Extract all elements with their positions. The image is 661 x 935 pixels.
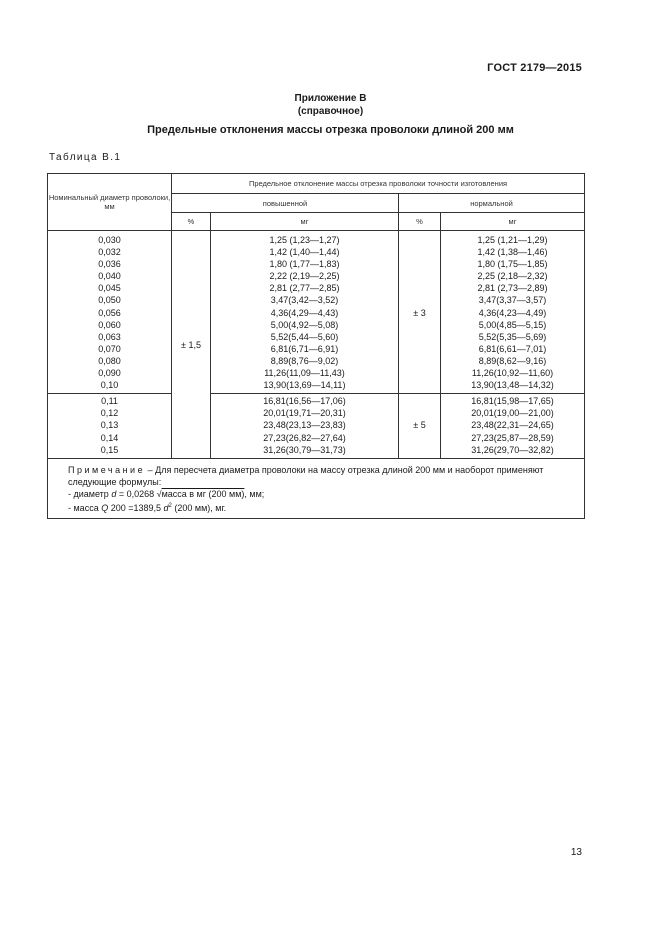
high-mg-value: 1,80 (1,77—1,83) (269, 259, 340, 270)
high-pct-cell: ± 1,5 (172, 231, 211, 459)
normal-mg-value: 4,36(4,23—4,49) (478, 307, 547, 318)
normal-mg-value: 1,80 (1,75—1,85) (477, 259, 548, 270)
col-header-high-pct: % (172, 213, 211, 231)
diameter-value: 0,11 (101, 396, 118, 407)
high-mg-value: 2,81 (2,77—2,85) (269, 283, 340, 294)
diameter-value: 0,14 (100, 432, 119, 443)
diameter-value: 0,030 (98, 235, 121, 245)
high-mg-value: 6,81(6,71—6,91) (270, 343, 339, 354)
diameter-value: 0,050 (98, 295, 121, 306)
diameter-value: 0,032 (98, 247, 121, 258)
normal-pct-cell: ± 3 (399, 231, 441, 394)
high-mg-value: 31,26(30,79—31,73) (263, 444, 346, 455)
normal-mg-value: 2,81 (2,73—2,89) (477, 283, 548, 294)
diameter-value: 0,060 (98, 319, 121, 330)
diameter-value: 0,045 (98, 283, 121, 294)
formula-mass: - масса Q 200 =1389,5 $d^2$ (200 мм), мг. (68, 502, 227, 513)
normal-mg-value: 1,25 (1,21—1,29) (477, 235, 548, 245)
table-label: Таблица В.1 (49, 152, 122, 163)
diameter-value: 0,080 (98, 355, 121, 366)
high-mg-value: 8,89(8,76—9,02) (270, 355, 339, 366)
appendix-heading (0, 92, 661, 118)
high-mg-value: 5,00(4,92—5,08) (270, 319, 339, 330)
col-header-high: повышенной (172, 194, 399, 213)
high-mg-value: 4,36(4,29—4,43) (270, 307, 339, 318)
high-mg-value: 13,90(13,69—14,11) (263, 380, 346, 391)
high-mg-value: 23,48(23,13—23,83) (263, 420, 346, 431)
table-note (48, 458, 585, 518)
page-number: 13 (570, 847, 582, 858)
normal-mg-value: 5,00(4,85—5,15) (478, 319, 547, 330)
diameter-value: 0,15 (100, 444, 119, 455)
col-header-diameter: Номинальный диаметр проволоки, мм (48, 174, 172, 231)
high-mg-value: 5,52(5,44—5,60) (270, 331, 339, 342)
normal-mg-value: 2,25 (2,18—2,32) (477, 271, 548, 282)
table-row (48, 394, 585, 458)
diameter-value: 0,070 (98, 343, 121, 354)
diameter-value: 0,063 (98, 331, 121, 342)
high-mg-value: 1,42 (1,40—1,44) (269, 247, 340, 258)
diameter-value: 0,10 (100, 380, 119, 391)
high-mg-value: 11,26(11,09—11,43) (264, 368, 345, 379)
high-mg-value: 1,25 (1,23—1,27) (269, 235, 340, 245)
normal-mg-cell (441, 394, 585, 458)
standard-number: ГОСТ 2179—2015 (487, 62, 582, 74)
diameter-value: 0,056 (98, 307, 121, 318)
normal-mg-value: 11,26(10,92—11,60) (471, 368, 554, 379)
normal-mg-value: 20,01(19,00—21,00) (471, 408, 554, 419)
normal-mg-value: 27,23(25,87—28,59) (471, 432, 554, 443)
normal-mg-cell (441, 231, 585, 394)
high-mg-value: 2,22 (2,19—2,25) (269, 271, 340, 282)
normal-mg-value: 31,26(29,70—32,82) (471, 444, 554, 455)
diameter-cell (48, 231, 172, 394)
note-label: Примечание (68, 464, 146, 475)
high-mg-cell (211, 394, 399, 458)
normal-mg-value: 8,89(8,62—9,16) (478, 355, 547, 366)
appendix-subtitle: (справочное) (297, 106, 364, 117)
normal-mg-value: 13,90(13,48—14,32) (471, 380, 554, 391)
diameter-value: 0,090 (98, 368, 121, 379)
col-header-normal-pct: % (399, 213, 441, 231)
diameter-value: 0,040 (98, 271, 121, 282)
diameter-value: 0,036 (98, 259, 121, 270)
normal-mg-value: 5,52(5,35—5,69) (478, 331, 547, 342)
normal-pct-cell: ± 5 (399, 394, 441, 458)
normal-mg-value: 16,81(15,98—17,65) (471, 396, 554, 407)
normal-mg-value: 1,42 (1,38—1,46) (477, 247, 548, 258)
col-header-group: Предельное отклонение массы отрезка проволоки точности изготовления (172, 174, 585, 194)
high-mg-value: 3,47(3,42—3,52) (270, 295, 339, 306)
high-mg-value: 27,23(26,82—27,64) (263, 432, 346, 443)
diameter-value: 0,12 (100, 408, 119, 419)
col-header-normal-mg: мг (441, 213, 585, 231)
col-header-normal: нормальной (399, 194, 585, 213)
normal-mg-value: 6,81(6,61—7,01) (478, 343, 547, 354)
normal-mg-value: 3,47(3,37—3,57) (478, 295, 547, 306)
diameter-cell (48, 394, 172, 458)
note-text: – Для пересчета диаметра проволоки на массу отрезка длиной 200 мм и наоборот применяют следующие формулы: (68, 464, 544, 487)
high-mg-value: 16,81(16,56—17,06) (263, 396, 346, 407)
page-title: Предельные отклонения массы отрезка проволоки длиной 200 мм (147, 124, 514, 136)
appendix-title: Приложение В (294, 93, 367, 104)
high-mg-value: 20,01(19,71—20,31) (263, 408, 346, 419)
table-row (48, 231, 585, 394)
diameter-value: 0,13 (100, 420, 119, 431)
note-row (48, 458, 585, 518)
formula-diameter: - диаметр d = 0,0268 √масса в мг (200 мм), мм; (68, 488, 265, 499)
deviation-table (47, 173, 585, 519)
normal-mg-value: 23,48(22,31—24,65) (471, 420, 554, 431)
col-header-high-mg: мг (211, 213, 399, 231)
high-mg-cell (211, 231, 399, 394)
